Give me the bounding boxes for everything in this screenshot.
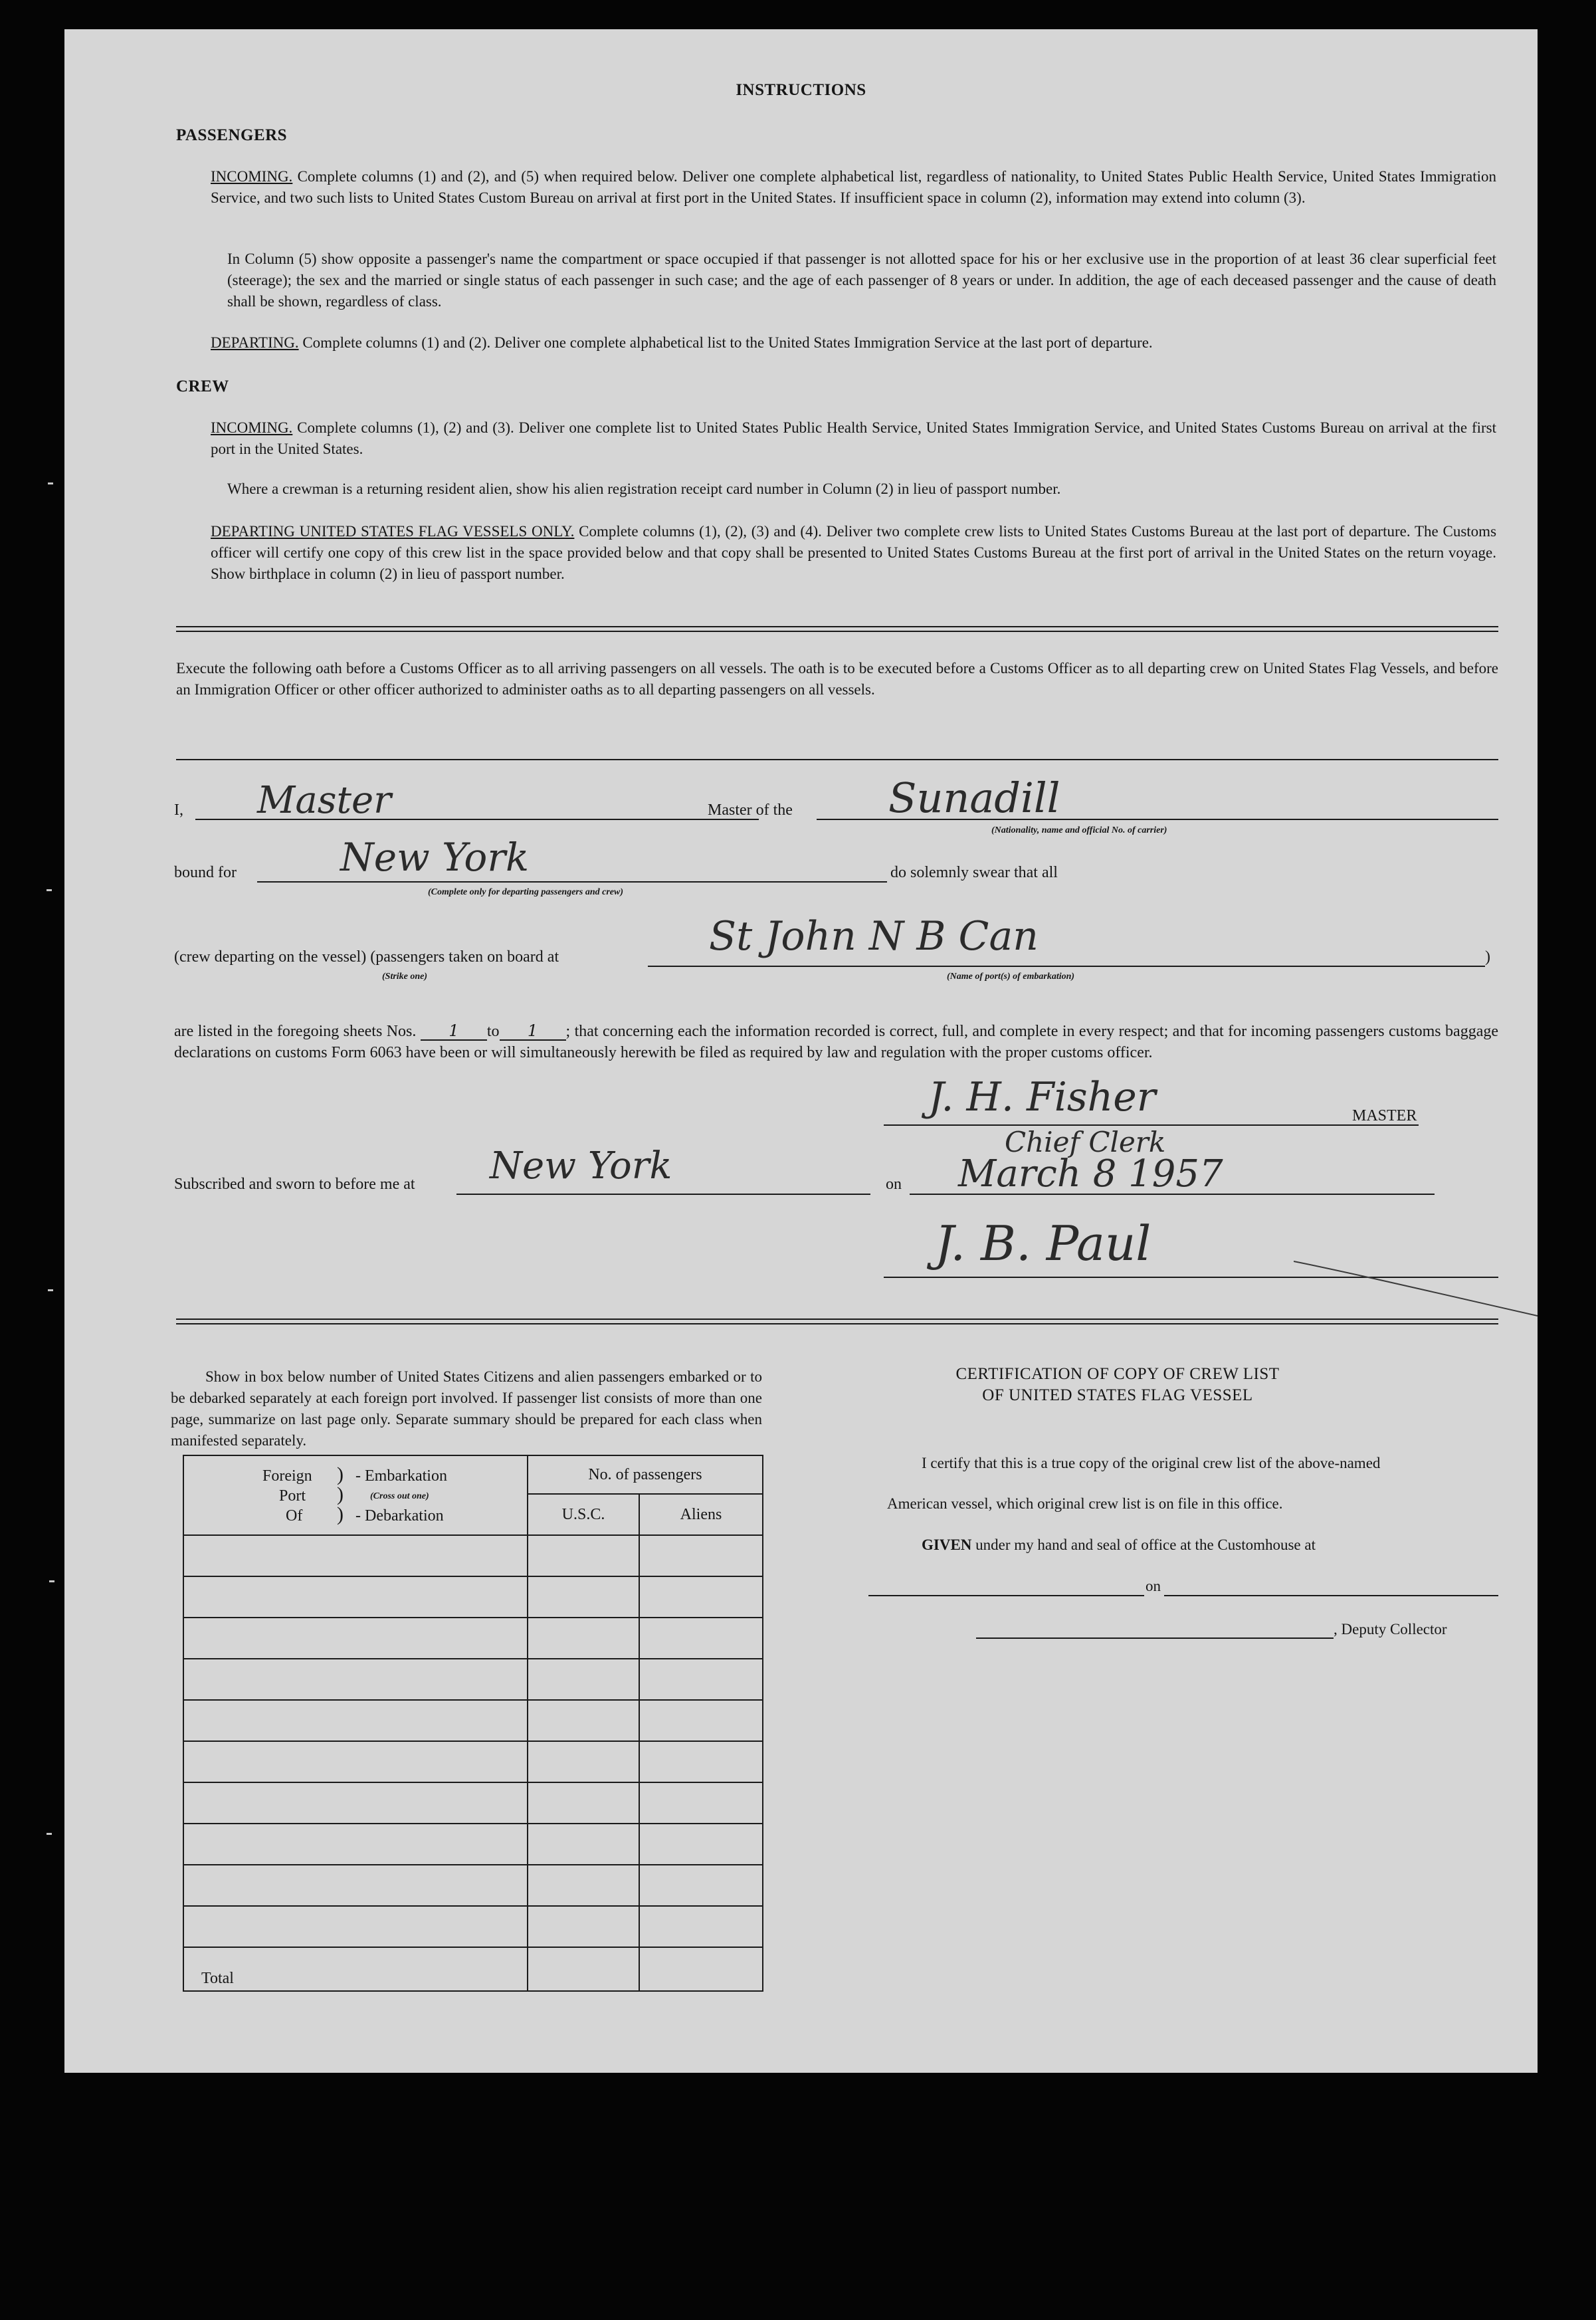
oath-bound-for-label: bound for (174, 864, 237, 881)
summary-usc-cell[interactable] (528, 1700, 639, 1741)
summary-head-debarkation: - Debarkation (355, 1507, 444, 1525)
subscribed-on-label: on (886, 1176, 902, 1193)
oath-strike-caption: (Strike one) (382, 972, 428, 982)
certification-title-1: CERTIFICATION OF COPY OF CREW LIST (955, 1365, 1280, 1383)
summary-aliens-cell[interactable] (639, 1535, 763, 1576)
table-row (183, 1618, 763, 1659)
crew-departing-label: DEPARTING UNITED STATES FLAG VESSELS ONLY. (211, 523, 575, 540)
table-row (183, 1906, 763, 1947)
summary-port-cell[interactable] (183, 1782, 528, 1824)
summary-aliens-cell[interactable] (639, 1865, 763, 1906)
summary-usc-cell[interactable] (528, 1865, 639, 1906)
summary-usc-cell[interactable] (528, 1906, 639, 1947)
summary-aliens-cell[interactable] (639, 1741, 763, 1782)
summary-port-cell[interactable] (183, 1659, 528, 1700)
passengers-departing-text: Complete columns (1) and (2). Deliver one complete alphabetical list to the United States Immigration Service at the last port of departure. (302, 334, 1153, 351)
oath-port-line (648, 966, 1485, 967)
instructions-title: INSTRUCTIONS (736, 81, 866, 99)
summary-head-of: Of (286, 1507, 303, 1525)
summary-head-embarkation: - Embarkation (355, 1467, 447, 1485)
crew-incoming-paragraph (211, 417, 1496, 460)
oath-port-caption: (Name of port(s) of embarkation) (947, 972, 1075, 982)
table-row (183, 1576, 763, 1618)
certification-date-line (1164, 1595, 1498, 1596)
summary-total-label: Total (183, 1947, 528, 1991)
oath-to-label: to (486, 1023, 500, 1040)
oath-bound-for-handwritten: New York (340, 835, 530, 880)
summary-head-port: Port (279, 1487, 306, 1505)
film-mark (47, 889, 52, 891)
master-label: MASTER (1352, 1107, 1417, 1124)
oath-top-rule (176, 759, 1498, 760)
table-row (183, 1535, 763, 1576)
certification-place-line (868, 1595, 1144, 1596)
table-row (183, 1700, 763, 1741)
summary-no-passengers-header: No. of passengers (528, 1455, 763, 1494)
crew-incoming-text: Complete columns (1), (2) and (3). Deliver one complete list to United States Public Health Service, United States Immigration Service, and United States Customs Bureau on arrival at the first port in the United States. (211, 419, 1496, 457)
film-mark (47, 1833, 52, 1835)
oath-port-handwritten: St John N B Can (709, 913, 1039, 960)
passengers-departing-paragraph (211, 332, 1496, 354)
certification-given-label: GIVEN (922, 1536, 972, 1553)
officer-signature: J. B. Paul (935, 1215, 1151, 1271)
summary-usc-cell[interactable] (528, 1741, 639, 1782)
oath-sheet-from: 1 (421, 1022, 487, 1041)
summary-port-cell[interactable] (183, 1824, 528, 1865)
table-row (183, 1824, 763, 1865)
oath-vessel-handwritten: Sunadill (888, 774, 1060, 822)
passengers-departing-label: DEPARTING. (211, 334, 299, 351)
oath-close-paren: ) (1485, 948, 1490, 966)
oath-bound-for-line (257, 881, 887, 883)
subscribed-place-handwritten: New York (490, 1144, 672, 1188)
summary-port-cell[interactable] (183, 1618, 528, 1659)
summary-port-cell[interactable] (183, 1576, 528, 1618)
oath-sheets-label: are listed in the foregoing sheets Nos. (174, 1023, 417, 1040)
subscribed-place-line (456, 1194, 870, 1195)
summary-usc-cell[interactable] (528, 1618, 639, 1659)
film-mark (48, 1289, 53, 1291)
certification-title-2: OF UNITED STATES FLAG VESSEL (982, 1386, 1253, 1404)
film-mark (48, 482, 53, 484)
officer-title-handwritten: Chief Clerk (1005, 1126, 1166, 1158)
table-row (183, 1782, 763, 1824)
summary-usc-cell[interactable] (528, 1782, 639, 1824)
passengers-incoming-paragraph (211, 166, 1496, 209)
passengers-column5-paragraph: In Column (5) show opposite a passenger's name the compartment or space occupied if that passenger is not allotted space for his or her exclusive use in the proportion of at least 36 clear superficial feet (steerage); the sex and the married or single status of each passenger in such case; and the age of each passenger of 8 years or under. In addition, the age of each deceased passenger and the cause of death shall be shown, regardless of class. (227, 251, 1496, 310)
oath-intro: Execute the following oath before a Customs Officer as to all arriving passengers on all vessels. The oath is to be executed before a Customs Officer as to all departing crew on United States Flag Vessels, and before an Immigration Officer or other officer authorized to administer oaths as to all departing passengers on all vessels. (176, 660, 1498, 698)
master-signature: J. H. Fisher (928, 1074, 1156, 1120)
summary-port-header (183, 1455, 528, 1535)
deputy-collector-line (976, 1637, 1334, 1639)
oath-vessel-caption: (Nationality, name and official No. of carrier) (991, 825, 1167, 835)
crew-incoming-label: INCOMING. (211, 419, 293, 436)
oath-sheets-text: ; that concerning each the information recorded is correct, full, and complete in every respect; and that for incoming passengers customs baggage declarations on customs Form 6063 have been or will simultaneously herewith be filed as required by law and regulation with the proper customs officer. (174, 1023, 1499, 1061)
summary-port-cell[interactable] (183, 1535, 528, 1576)
section-divider-top (176, 626, 1498, 632)
certification-given-text: under my hand and seal of office at the Customhouse at (975, 1536, 1316, 1553)
section-divider-bottom (176, 1318, 1498, 1324)
summary-total-aliens[interactable] (639, 1947, 763, 1991)
subscribed-label: Subscribed and sworn to before me at (174, 1176, 415, 1193)
film-mark (49, 1580, 54, 1582)
oath-master-of-label: Master of the (708, 801, 793, 819)
summary-header-row-1 (183, 1455, 763, 1494)
passengers-incoming-text: Complete columns (1) and (2), and (5) when required below. Deliver one complete alphabetical list, regardless of nationality, to United States Public Health Service, United States Immigration Service, and two such lists to United States Custom Bureau on arrival at first port in the United States. If insufficient space in column (2), information may extend into column (3). (211, 168, 1497, 206)
oath-swear-text: do solemnly swear that all (890, 864, 1058, 881)
summary-usc-cell[interactable] (528, 1535, 639, 1576)
summary-usc-cell[interactable] (528, 1824, 639, 1865)
form-page (64, 29, 1538, 2073)
passenger-summary-table (183, 1455, 763, 1992)
summary-head-foreign: Foreign (262, 1467, 312, 1485)
subscribed-date-handwritten: March 8 1957 (958, 1152, 1223, 1196)
summary-aliens-cell[interactable] (639, 1824, 763, 1865)
oath-i-handwritten: Master (257, 779, 391, 822)
summary-aliens-cell[interactable] (639, 1782, 763, 1824)
crew-departing-text: Complete columns (1), (2), (3) and (4). Deliver two complete crew lists to United States Customs Bureau at the last port of departure. The Customs officer will certify one copy of this crew list in the space provided below and that copy shall be presented to United States Customs Bureau at the first port of arrival in the United States on the return voyage. Show birthplace in column (2) in lieu of passport number. (211, 523, 1497, 582)
summary-total-usc[interactable] (528, 1947, 639, 1991)
summary-instructions: Show in box below number of United States Citizens and alien passengers embarked or to be debarked separately at each foreign port involved. If passenger list consists of more than one page, summarize on last page only. Separate summary should be prepared for each class when manifested separately. (171, 1368, 762, 1449)
summary-brace: ) ) ) (337, 1463, 344, 1525)
oath-bound-for-caption: (Complete only for departing passengers and crew) (428, 887, 623, 897)
summary-usc-cell[interactable] (528, 1659, 639, 1700)
summary-aliens-cell[interactable] (639, 1618, 763, 1659)
signature-flourish (1294, 1252, 1538, 1325)
oath-sheet-to: 1 (500, 1022, 566, 1041)
summary-port-cell[interactable] (183, 1741, 528, 1782)
summary-aliens-cell[interactable] (639, 1700, 763, 1741)
summary-port-cell[interactable] (183, 1865, 528, 1906)
summary-port-cell[interactable] (183, 1906, 528, 1947)
certification-american-text: American vessel, which original crew list is on file in this office. (887, 1495, 1283, 1512)
deputy-collector-label: , Deputy Collector (1334, 1621, 1447, 1637)
summary-aliens-header: Aliens (639, 1494, 763, 1535)
summary-total-row (183, 1947, 763, 1991)
summary-usc-cell[interactable] (528, 1576, 639, 1618)
summary-aliens-cell[interactable] (639, 1659, 763, 1700)
oath-crew-passengers-text: (crew departing on the vessel) (passengers taken on board at (174, 948, 559, 966)
certification-on-label: on (1146, 1578, 1161, 1594)
table-row (183, 1865, 763, 1906)
certification-certify-text: I certify that this is a true copy of the original crew list of the above-named (922, 1455, 1381, 1471)
oath-i-label: I, (174, 801, 183, 819)
crew-heading: CREW (176, 377, 229, 395)
summary-head-cross: (Cross out one) (370, 1491, 429, 1501)
summary-aliens-cell[interactable] (639, 1576, 763, 1618)
passengers-incoming-label: INCOMING. (211, 168, 293, 185)
table-row (183, 1659, 763, 1700)
passengers-heading: PASSENGERS (176, 126, 288, 144)
oath-sheets-paragraph (174, 1021, 1498, 1063)
summary-usc-header: U.S.C. (528, 1494, 639, 1535)
summary-port-cell[interactable] (183, 1700, 528, 1741)
crew-resident-paragraph: Where a crewman is a returning resident alien, show his alien registration receipt card number in Column (2) in lieu of passport number. (227, 480, 1061, 497)
crew-departing-paragraph (211, 521, 1496, 585)
summary-aliens-cell[interactable] (639, 1906, 763, 1947)
table-row (183, 1741, 763, 1782)
certification-given-paragraph (922, 1536, 1316, 1554)
